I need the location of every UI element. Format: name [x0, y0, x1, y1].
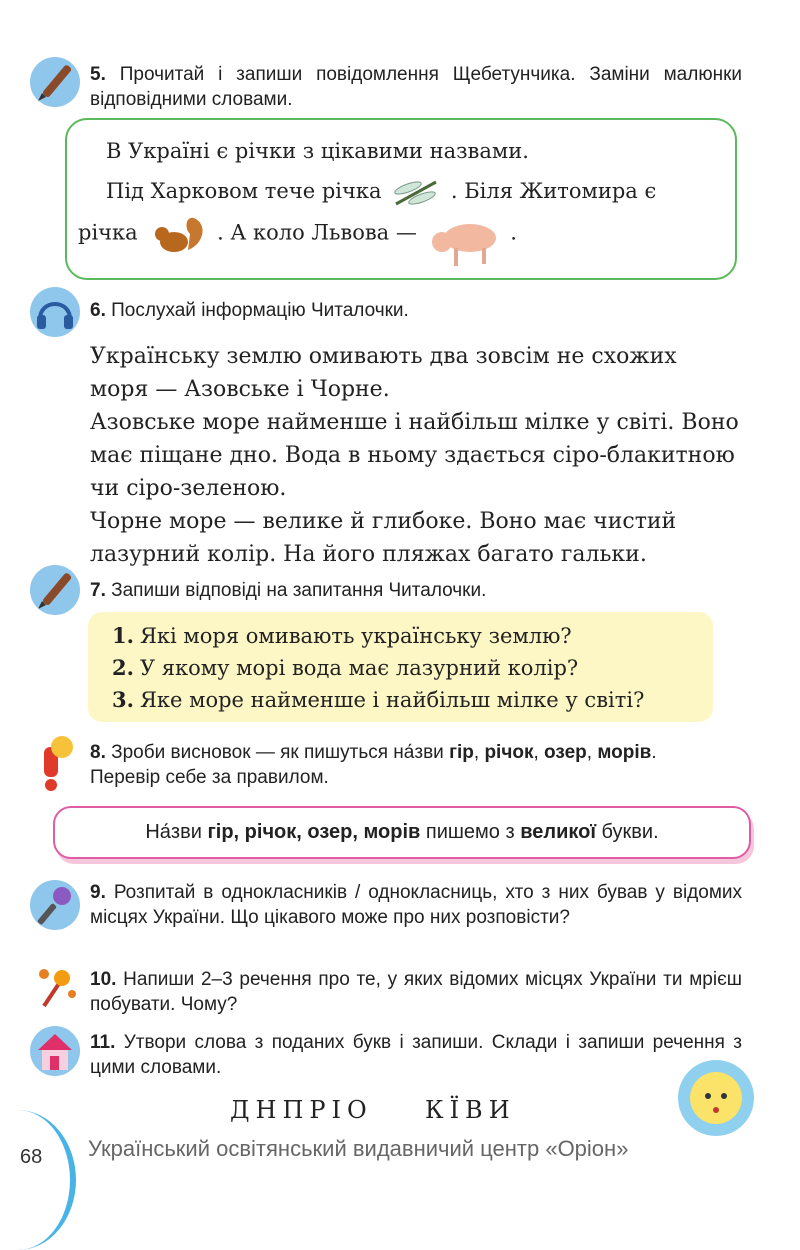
task-11-instruction: 11. Утвори слова з поданих букв і запиши. Склади і запиши речення з цими словами.: [90, 1032, 742, 1078]
box-line-2: Під Харковом тече річка . Біля Житомира є: [106, 174, 656, 208]
pen-icon: [30, 565, 80, 615]
page-number: 68: [20, 1146, 43, 1168]
rule-text: На́зви гір, річок, озер, морів пишемо з великої букви.: [145, 821, 659, 843]
exclamation-icon: [30, 733, 80, 793]
task-8-instruction: 8. Зроби висновок — як пишуться на́зви гір, річок, озер, морів. Перевір себе за правилом.: [90, 742, 657, 788]
pen-icon: [30, 57, 80, 107]
microphone-icon: [30, 880, 80, 930]
task-7-instruction: 7. Запиши відповіді на запитання Читалочки.: [90, 580, 487, 601]
letters-word-2: КЇВИ: [425, 1096, 516, 1124]
task-10-instruction: 10. Напиши 2–3 речення про те, у яких відомих місцях України ти мрієш побувати. Чому?: [90, 969, 743, 1015]
paragraph-1: Українську землю омивають два зовсім не схожих моря — Азовське і Чорне.: [90, 344, 677, 402]
question-item: 3. Яке море найменше і найбільш мілке у світі?: [112, 687, 645, 712]
paragraph-2: Азовське море найменше і найбільш мілке у світі. Воно має піщане дно. Вода в ньому здається сіро-блакитною чи сіро-зеленою.: [90, 410, 739, 501]
headphones-icon: [30, 287, 80, 337]
task-6-instruction: 6. Послухай інформацію Читалочки.: [90, 300, 409, 321]
box-line-3: річка . А коло Львова — .: [78, 214, 517, 268]
task-5-instruction: 5. Прочитай і запиши повідомлення Щебетунчика. Заміни малюнки відповідними словами.: [90, 64, 743, 110]
magic-wand-icon: [30, 962, 80, 1012]
page-corner-arc: [0, 1110, 76, 1250]
squirrel-icon: [144, 214, 210, 254]
box-line-1: В Україні є річки з цікавими назвами.: [106, 139, 529, 163]
task-9-instruction: 9. Розпитай в однокласників / однокласниць, хто з них бував у відомих місцях України. Що цікавого може про них розповісти?: [90, 882, 742, 928]
house-icon: [30, 1026, 80, 1076]
pig-icon: [424, 214, 504, 268]
paragraph-3: Чорне море — велике й глибоке. Воно має чистий лазурний колір. На його пляжах багато гальки.: [90, 509, 677, 567]
question-item: 2. У якому морі вода має лазурний колір?: [112, 655, 579, 680]
publisher-footer: Український освітянський видавничий центр «Оріон»: [88, 1136, 629, 1161]
dragonfly-icon: [388, 178, 444, 208]
questions-list: [112, 620, 644, 716]
question-item: 1. Які моря омивають українську землю?: [112, 623, 572, 648]
reading-text: [90, 340, 740, 571]
smiley-icon: [678, 1060, 754, 1136]
letters-word-1: ДНПРІО: [230, 1096, 373, 1124]
